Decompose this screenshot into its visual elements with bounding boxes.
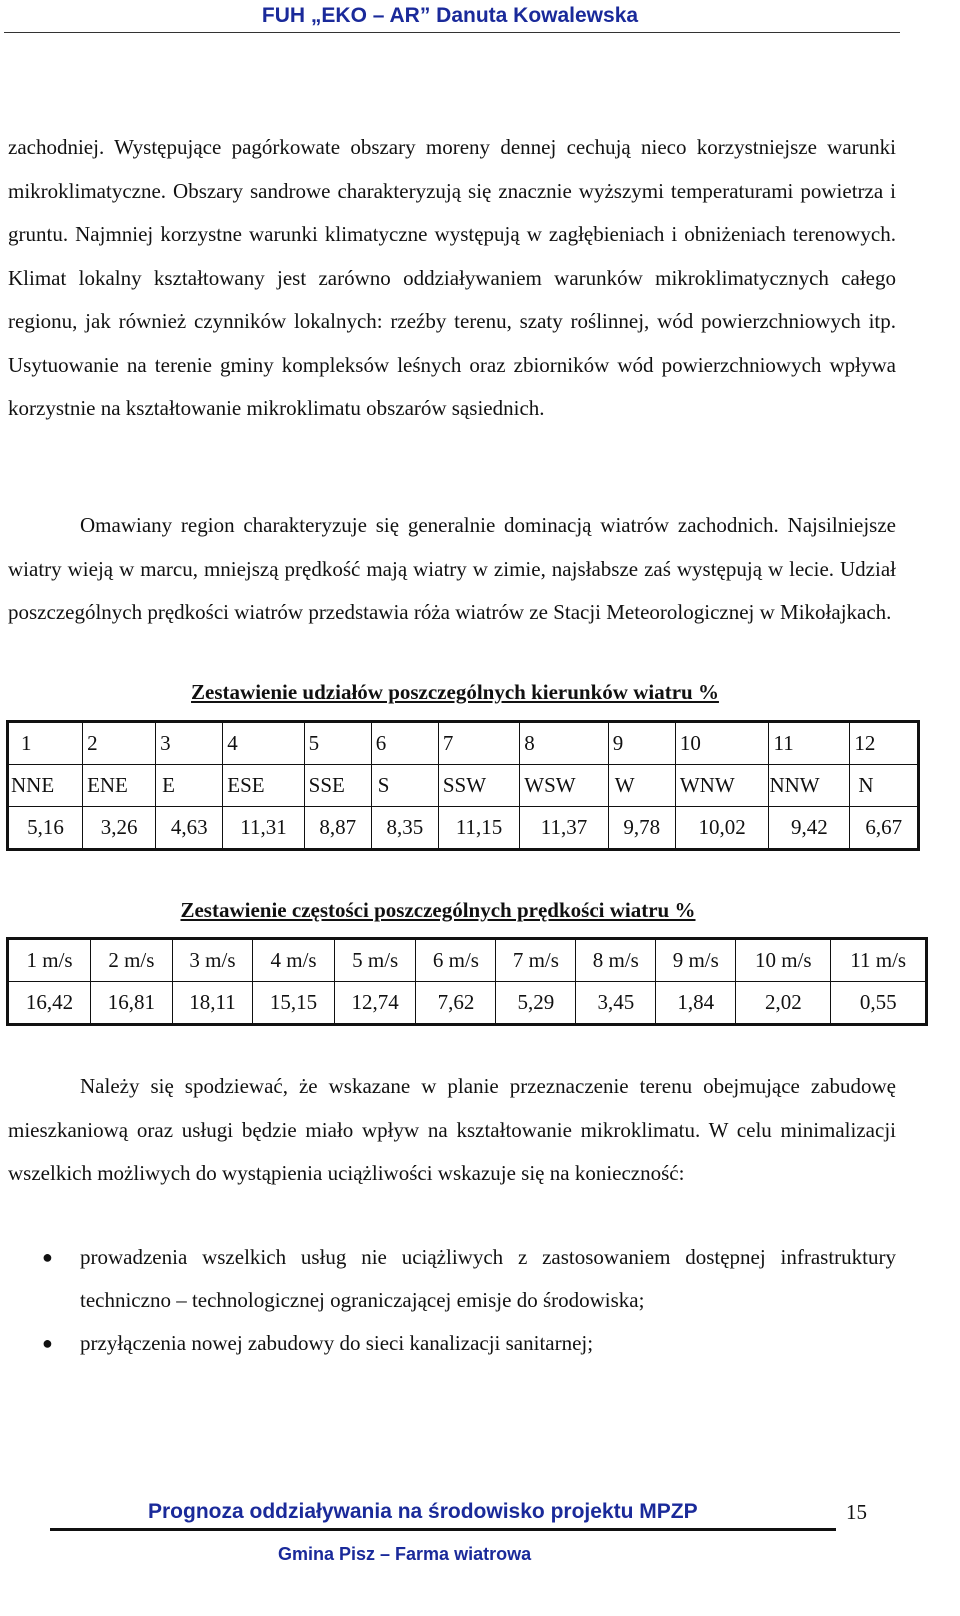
table-cell: 8,35 [371, 807, 438, 850]
table-cell: 8 m/s [576, 939, 656, 982]
table-cell: 4 [223, 722, 304, 765]
table-cell: 1 [8, 722, 83, 765]
bullet-icon: ● [42, 1333, 53, 1353]
footer-divider [50, 1528, 836, 1531]
table-cell: 12 [850, 722, 919, 765]
table-cell: 8 [520, 722, 608, 765]
table-cell: 7 [438, 722, 519, 765]
table-cell: 10 m/s [736, 939, 831, 982]
table-cell: 6 m/s [416, 939, 496, 982]
paragraph-winds: Omawiany region charakteryzuje się generalnie dominacją wiatrów zachodnich. Najsilniejsze wiatry wieją w marcu, mniejszą prędkość mają wiatry w zimie, najsłabsze zaś występują w lecie. Udział poszczególnych prędkości wiatrów przedstawia róża wiatrów ze Stacji Meteorologicznej w Mikołajkach. [8, 513, 896, 624]
list-item-text: przyłączenia nowej zabudowy do sieci kanalizacji sanitarnej; [80, 1331, 594, 1355]
table-cell: 11 m/s [831, 939, 927, 982]
table-cell: 15,15 [253, 982, 335, 1025]
table-cell: 11,37 [520, 807, 608, 850]
table-row [8, 765, 919, 807]
wind-speed-table [6, 937, 928, 1026]
table-cell: 3,26 [83, 807, 156, 850]
table-cell: 3 m/s [172, 939, 253, 982]
requirements-list [8, 1236, 896, 1365]
table-cell: 11,15 [438, 807, 519, 850]
list-item-text: prowadzenia wszelkich usług nie uciążliwych z zastosowaniem dostępnej infrastruktury techniczno – technologicznej ograniczającej emisje do środowiska; [80, 1245, 896, 1312]
table-cell: 11,31 [223, 807, 304, 850]
table-cell: SSW [438, 765, 519, 807]
table-cell: 1,84 [656, 982, 736, 1025]
table-cell: S [371, 765, 438, 807]
table-cell: 16,81 [91, 982, 173, 1025]
table-cell: 9,78 [608, 807, 675, 850]
table-cell: 10,02 [675, 807, 769, 850]
wind-direction-table [6, 720, 920, 851]
table2-caption: Zestawienie częstości poszczególnych prędkości wiatru % [180, 898, 696, 922]
table-cell: WSW [520, 765, 608, 807]
list-item [8, 1236, 896, 1322]
table-cell: W [608, 765, 675, 807]
table-cell: 4 m/s [253, 939, 335, 982]
table-cell: 8,87 [304, 807, 371, 850]
table-cell: 10 [675, 722, 769, 765]
table-row [8, 939, 927, 982]
table-row [8, 722, 919, 765]
table-cell: 12,74 [334, 982, 416, 1025]
table-cell: E [156, 765, 223, 807]
table-cell: 1 m/s [8, 939, 91, 982]
table-cell: 18,11 [172, 982, 253, 1025]
table-row [8, 807, 919, 850]
bullet-icon: ● [42, 1247, 53, 1267]
table-cell: 5 [304, 722, 371, 765]
table-cell: N [850, 765, 919, 807]
table-cell: 9 [608, 722, 675, 765]
table-cell: 2 [83, 722, 156, 765]
footer-title: Prognoza oddziaływania na środowisko projektu MPZP [148, 1500, 698, 1523]
table-cell: ENE [83, 765, 156, 807]
footer-subtitle: Gmina Pisz – Farma wiatrowa [278, 1544, 532, 1564]
paragraph-planning: Należy się spodziewać, że wskazane w planie przeznaczenie terenu obejmujące zabudowę mieszkaniową oraz usługi będzie miało wpływ na kształtowanie mikroklimatu. W celu minimalizacji wszelkich możliwych do wystąpienia uciążliwości wskazuje się na konieczność: [8, 1074, 896, 1185]
page-number: 15 [846, 1500, 867, 1524]
table-cell: 7,62 [416, 982, 496, 1025]
table-cell: 5 m/s [334, 939, 416, 982]
paragraph-microclimate: zachodniej. Występujące pagórkowate obszary moreny dennej cechują nieco korzystniejsze warunki mikroklimatyczne. Obszary sandrowe charakteryzują się znacznie wyższymi temperaturami powietrza i gruntu. Najmniej korzystne warunki klimatyczne występują w zagłębieniach i obniżeniach terenowych. Klimat lokalny kształtowany jest zarówno oddziaływaniem warunków mikroklimatycznych całego regionu, jak również czynników lokalnych: rzeźby terenu, szaty roślinnej, wód powierzchniowych itp. Usytuowanie na terenie gminy kompleksów leśnych oraz zbiorników wód powierzchniowych wpływa korzystnie na kształtowanie mikroklimatu obszarów sąsiednich. [8, 135, 896, 420]
header-title: FUH „EKO – AR” Danuta Kowalewska [261, 4, 639, 27]
table-cell: 2 m/s [91, 939, 173, 982]
table-cell: 16,42 [8, 982, 91, 1025]
table-cell: 3,45 [576, 982, 656, 1025]
table-cell: 5,16 [8, 807, 83, 850]
table-cell: 4,63 [156, 807, 223, 850]
table-cell: 9 m/s [656, 939, 736, 982]
header-divider [4, 32, 900, 33]
table1-caption: Zestawienie udziałów poszczególnych kierunków wiatru % [191, 680, 719, 704]
table-row [8, 982, 927, 1025]
table-cell: ESE [223, 765, 304, 807]
table-cell: 0,55 [831, 982, 927, 1025]
table-cell: SSE [304, 765, 371, 807]
table-cell: NNW [769, 765, 850, 807]
table-cell: 3 [156, 722, 223, 765]
table-cell: 11 [769, 722, 850, 765]
table-cell: 5,29 [496, 982, 576, 1025]
table-cell: 9,42 [769, 807, 850, 850]
table-cell: 6,67 [850, 807, 919, 850]
table-cell: 7 m/s [496, 939, 576, 982]
table-cell: 6 [371, 722, 438, 765]
table-cell: NNE [8, 765, 83, 807]
table-cell: 2,02 [736, 982, 831, 1025]
list-item [8, 1322, 896, 1365]
table-cell: WNW [675, 765, 769, 807]
